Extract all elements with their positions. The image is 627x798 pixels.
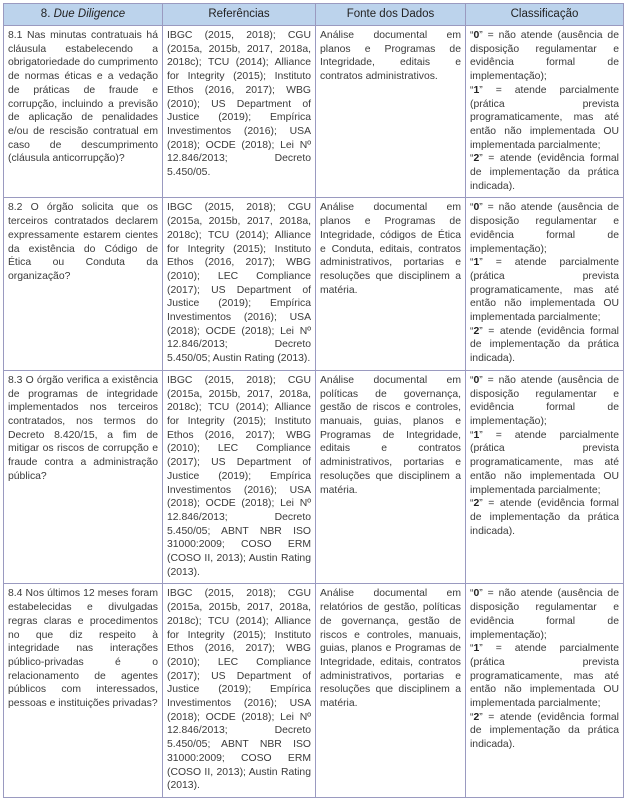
references-cell: IBGC (2015, 2018); CGU (2015a, 2015b, 2017, 2018a, 2018c); TCU (2014); Alliance for Integrity (2015); Instituto Ethos (2016, 2017); WBG (2010); LEC Compliance (2017); US Department of Justice (2019); Empírica Investimentos (2016); USA (2018); OCDE (2018); Lei Nº 12.846/2013; Decreto 5.450/05; Austin Rating (2013). bbox=[163, 198, 316, 370]
classification-1: “1” = atende parcialmente (prática prevista programaticamente, mas até então não implementada OU implementada parcialmente; bbox=[470, 643, 619, 710]
header-referencias: Referências bbox=[163, 4, 316, 26]
question-cell: 8.2 O órgão solicita que os terceiros contratados declarem expressamente estarem cientes da existência do Código de Ética ou Conduta da organização? bbox=[4, 198, 163, 370]
classification-2: “2” = atende (evidência formal de implementação da prática indicada). bbox=[470, 325, 619, 365]
table-row bbox=[4, 198, 624, 370]
data-source-cell: Análise documental em relatórios de gestão, políticas de governança, gestão de riscos e controles, manuais, guias, planos e Programas de Integridade, editais, contratos administrativos, portarias e resoluções que disciplinem a matéria. bbox=[316, 584, 466, 798]
data-source-cell: Análise documental em políticas de governança, gestão de riscos e controles, manuais, guias, planos e Programas de Integridade, editais e contratos administrativos, portarias e resoluções que disciplinem a matéria. bbox=[316, 370, 466, 584]
classification-2: “2” = atende (evidência formal de implementação da prática indicada). bbox=[470, 153, 619, 192]
due-diligence-table bbox=[3, 3, 624, 798]
classification-cell bbox=[466, 370, 624, 584]
header-row bbox=[4, 4, 624, 26]
data-source-cell: Análise documental em planos e Programas de Integridade, códigos de Ética e Conduta, editais, contratos administrativos, portarias e resoluções que disciplinem a matéria. bbox=[316, 198, 466, 370]
header-due-diligence-italic: Due Diligence bbox=[53, 7, 126, 20]
classification-1: “1” = atende parcialmente (prática prevista programaticamente, mas até então não implementada OU implementada parcialmente; bbox=[470, 429, 619, 496]
classification-2: “2” = atende (evidência formal de implementação da prática indicada). bbox=[470, 498, 619, 537]
classification-2: “2” = atende (evidência formal de implementação da prática indicada). bbox=[470, 711, 619, 751]
classification-cell bbox=[466, 198, 624, 370]
references-cell: IBGC (2015, 2018); CGU (2015a, 2015b, 2017, 2018a, 2018c); TCU (2014); Alliance for Integrity (2015); Instituto Ethos (2016, 2017); WBG (2010); US Department of Justice (2019); Empírica Investimentos (2016); USA (2018); OCDE (2018); Lei Nº 12.846/2013; Decreto 5.450/05. bbox=[163, 26, 316, 198]
classification-0: “0” = não atende (ausência de disposição regulamentar e evidência formal de implementação); bbox=[470, 588, 619, 641]
table-row bbox=[4, 26, 624, 198]
classification-0: “0” = não atende (ausência de disposição regulamentar e evidência formal de implementação); bbox=[470, 30, 619, 83]
classification-cell bbox=[466, 26, 624, 198]
question-cell: 8.4 Nos últimos 12 meses foram estabelecidas e divulgadas regras claras e procedimentos no que diz respeito à integridade nas interações público-privadas é o relacionamento de agentes públicos com interessados, pessoas e instituições privadas? bbox=[4, 584, 163, 798]
classification-0: “0” = não atende (ausência de disposição regulamentar e evidência formal de implementação); bbox=[470, 374, 619, 427]
question-cell: 8.3 O órgão verifica a existência de programas de integridade implementados nos terceiros contratados, nos termos do Decreto 8.420/15, a fim de mitigar os riscos de corrupção e fraude contra a administração pública? bbox=[4, 370, 163, 584]
references-cell: IBGC (2015, 2018); CGU (2015a, 2015b, 2017, 2018a, 2018c); TCU (2014); Alliance for Integrity (2015); Instituto Ethos (2016, 2017); WBG (2010); LEC Compliance (2017); US Department of Justice (2019); Empírica Investimentos (2016); USA (2018); OCDE (2018); Lei Nº 12.846/2013; Decreto 5.450/05; ABNT NBR ISO 31000:2009; COSO ERM (COSO II, 2013); Austin Rating (2013). bbox=[163, 584, 316, 798]
table-row bbox=[4, 584, 624, 798]
question-cell: 8.1 Nas minutas contratuais há cláusula estabelecendo a obrigatoriedade do cumprimento de normas éticas e a vedação de práticas de fraude e corrupção, incluindo a previsão de aplicação de penalidades e/ou de rescisão contratual em caso de descumprimento (cláusula anticorrupção)? bbox=[4, 26, 163, 198]
classification-0: “0” = não atende (ausência de disposição regulamentar e evidência formal de implementação); bbox=[470, 202, 619, 255]
data-source-cell: Análise documental em planos e Programas de Integridade, editais e contratos administrativos. bbox=[316, 26, 466, 198]
header-classificacao: Classificação bbox=[466, 4, 624, 26]
references-cell: IBGC (2015, 2018); CGU (2015a, 2015b, 2017, 2018a, 2018c); TCU (2014); Alliance for Integrity (2015); Instituto Ethos (2016, 2017); WBG (2010); LEC Compliance (2017); US Department of Justice (2019); Empírica Investimentos (2016); USA (2018); OCDE (2018); Lei Nº 12.846/2013; Decreto 5.450/05; ABNT NBR ISO 31000:2009; COSO ERM (COSO II, 2013); Austin Rating (2013). bbox=[163, 370, 316, 584]
header-due-diligence: 8. Due Diligence bbox=[4, 4, 163, 26]
classification-1: “1” = atende parcialmente (prática prevista programaticamente, mas até então não implementada OU implementada parcialmente; bbox=[470, 257, 619, 324]
table-row bbox=[4, 370, 624, 584]
classification-cell bbox=[466, 584, 624, 798]
header-fonte-dos-dados: Fonte dos Dados bbox=[316, 4, 466, 26]
classification-1: “1” = atende parcialmente (prática prevista programaticamente, mas até então não implementada OU implementada parcialmente; bbox=[470, 84, 619, 151]
